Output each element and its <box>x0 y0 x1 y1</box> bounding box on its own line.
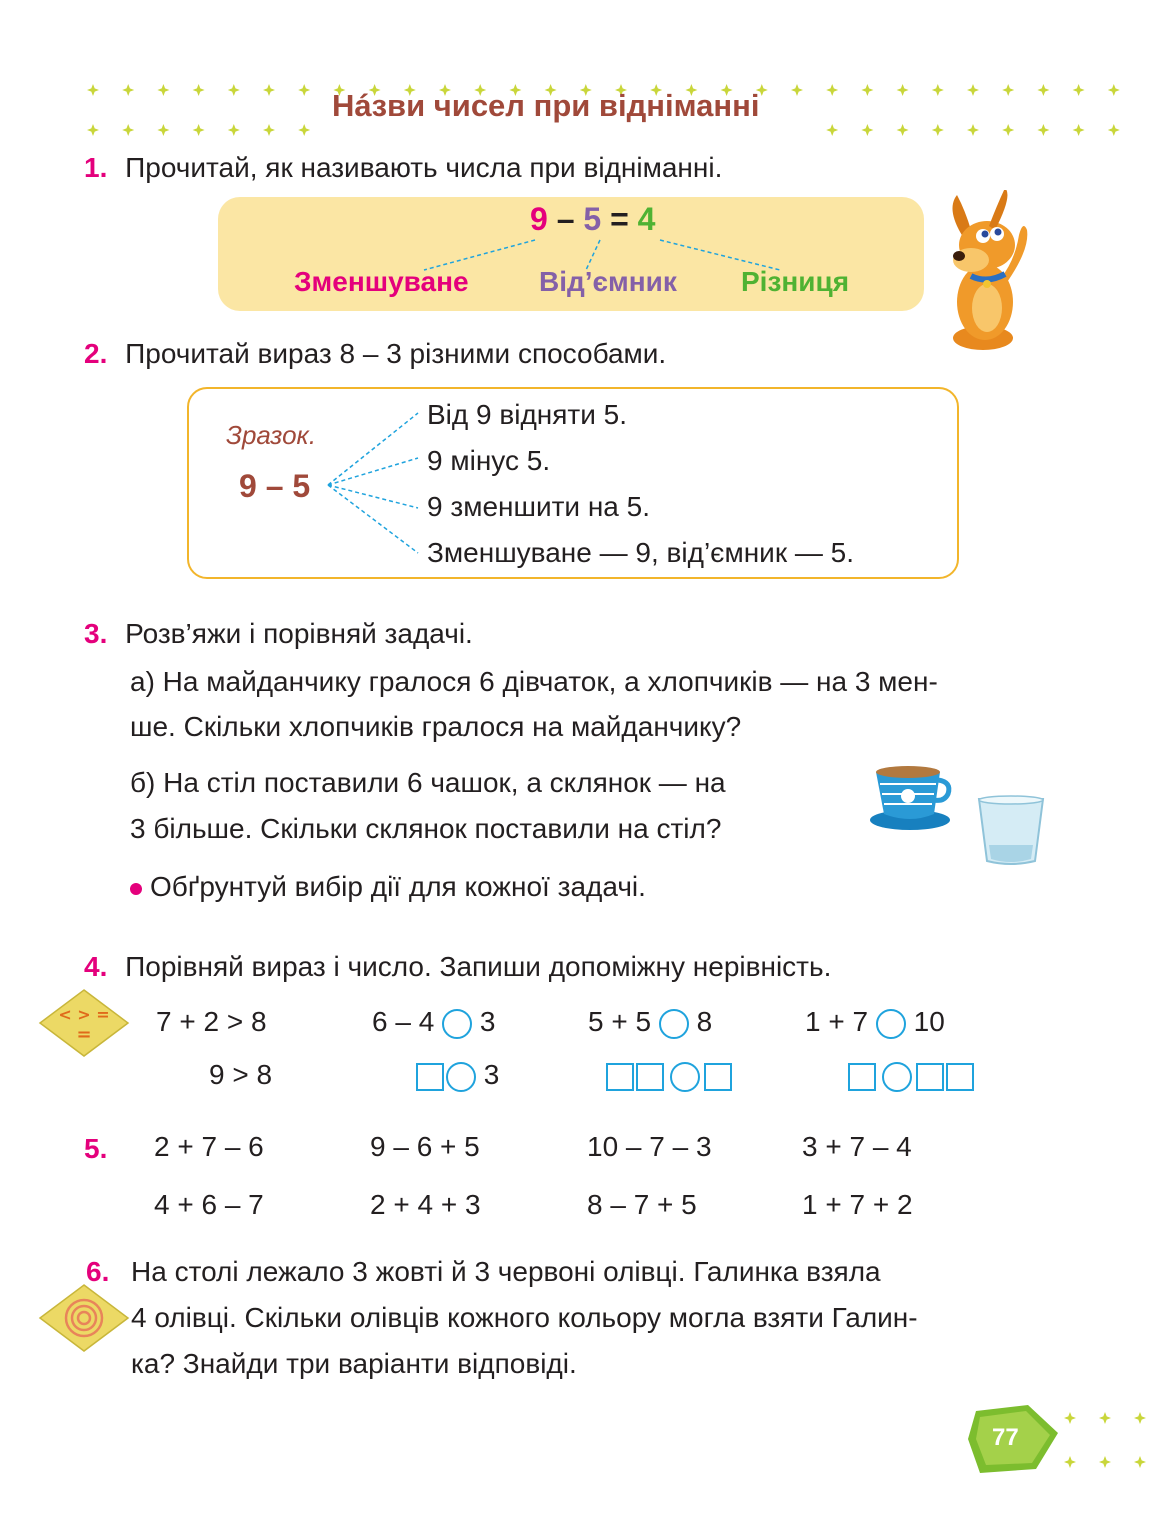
compare-circle[interactable] <box>659 1009 689 1039</box>
number: 10 <box>913 1006 945 1037</box>
minus-sign: – <box>547 201 584 237</box>
star-icon <box>1134 1456 1146 1468</box>
task-number: 3. <box>84 618 108 649</box>
compare-circle[interactable] <box>446 1062 476 1092</box>
task-text: Порівняй вираз і число. Запиши допоміжну нерівність. <box>125 951 832 982</box>
expression: 6 – 4 <box>372 1006 435 1037</box>
expression: 2 + 7 – 6 <box>154 1131 264 1162</box>
difference-value: 4 <box>637 201 656 237</box>
number: 3 <box>479 1006 496 1037</box>
way-4: Зменшуване — 9, від’ємник — 5. <box>427 537 854 568</box>
example-helper-inequality: 9 > 8 <box>209 1059 273 1090</box>
task-6-line-1: На столі лежало 3 жовті й 3 червоні олівці. Галинка взяла <box>131 1256 881 1287</box>
compare-circle[interactable] <box>882 1062 912 1092</box>
sample-label: Зразок. <box>226 420 317 450</box>
task-text: Прочитай, як називають числа при відніманні. <box>125 152 723 183</box>
cup-icon <box>866 762 954 832</box>
svg-text:=: = <box>76 1024 92 1045</box>
expression: 10 – 7 – 3 <box>587 1131 712 1162</box>
task-3 <box>84 611 473 657</box>
answer-box[interactable] <box>606 1063 634 1091</box>
answer-box[interactable] <box>636 1063 664 1091</box>
task-6-line-3: ка? Знайди три варіанти відповіді. <box>131 1348 577 1379</box>
task-6-line-2: 4 олівці. Скільки олівців кожного кольору могла взяти Галин- <box>131 1302 918 1333</box>
expression: 1 + 7 + 2 <box>802 1189 913 1220</box>
expression: 5 + 5 <box>588 1006 652 1037</box>
task-text: Розв’яжи і порівняй задачі. <box>125 618 473 649</box>
compare-2 <box>372 1006 495 1039</box>
equals-sign: = <box>601 201 638 237</box>
helper-2 <box>416 1059 499 1092</box>
minuend-label: Зменшуване <box>294 266 469 297</box>
task-number: 5. <box>84 1133 108 1164</box>
answer-box[interactable] <box>916 1063 944 1091</box>
way-3: 9 зменшити на 5. <box>427 491 650 522</box>
helper-4 <box>848 1059 976 1092</box>
problem-b-line-1: б) На стіл поставили 6 чашок, а склянок — на <box>130 767 726 798</box>
glass-icon <box>975 795 1047 867</box>
expression: 2 + 4 + 3 <box>370 1189 481 1220</box>
example-inequality: 7 + 2 > 8 <box>156 1006 267 1037</box>
compare-3 <box>588 1006 712 1039</box>
task-text: Прочитай вираз 8 – 3 різними способами. <box>125 338 667 369</box>
compare-circle[interactable] <box>876 1009 906 1039</box>
bullet-dot-icon <box>130 883 142 895</box>
star-icon <box>1064 1412 1076 1424</box>
expression: 3 + 7 – 4 <box>802 1131 912 1162</box>
task-number: 6. <box>86 1256 110 1287</box>
expression: 8 – 7 + 5 <box>587 1189 697 1220</box>
maze-badge-icon <box>38 1283 130 1353</box>
answer-box[interactable] <box>416 1063 444 1091</box>
subtrahend-value: 5 <box>583 201 602 237</box>
task-number: 1. <box>84 152 108 183</box>
number: 8 <box>696 1006 713 1037</box>
problem-a-line-1: а) На майданчику гралося 6 дівчаток, а хлопчиків — на 3 мен- <box>130 666 938 697</box>
expression: 4 + 6 – 7 <box>154 1189 264 1220</box>
expression: 9 – 6 + 5 <box>370 1131 480 1162</box>
helper-3 <box>606 1059 734 1092</box>
difference-label: Різниця <box>741 266 850 297</box>
subtrahend-label: Від’ємник <box>539 266 677 297</box>
problem-a-line-2: ше. Скільки хлопчиків гралося на майданчику? <box>130 711 742 742</box>
number: 3 <box>483 1059 500 1090</box>
answer-box[interactable] <box>704 1063 732 1091</box>
sample-expression: 9 – 5 <box>239 468 311 504</box>
compare-4 <box>805 1006 945 1039</box>
minuend-value: 9 <box>530 201 548 237</box>
star-icon <box>1099 1412 1111 1424</box>
answer-box[interactable] <box>848 1063 876 1091</box>
compare-badge-icon <box>38 988 130 1058</box>
star-icon <box>1134 1412 1146 1424</box>
compare-circle[interactable] <box>442 1009 472 1039</box>
bullet-text: Обґрунтуй вибір дії для кожної задачі. <box>150 871 646 902</box>
svg-text:< > =: < > = <box>58 1005 110 1024</box>
page-title: Нáзви чисел при відніманні <box>332 88 760 123</box>
star-icon <box>1064 1456 1076 1468</box>
task-4 <box>84 944 831 990</box>
problem-b-line-2: 3 більше. Скільки склянок поставили на стіл? <box>130 813 722 844</box>
expression: 1 + 7 <box>805 1006 869 1037</box>
compare-circle[interactable] <box>670 1062 700 1092</box>
star-icon <box>1099 1456 1111 1468</box>
way-1: Від 9 відняти 5. <box>427 399 628 430</box>
task-number: 2. <box>84 338 108 369</box>
bullet-item <box>130 864 646 910</box>
task-number: 4. <box>84 951 108 982</box>
answer-box[interactable] <box>946 1063 974 1091</box>
way-2: 9 мінус 5. <box>427 445 551 476</box>
page-number: 77 <box>992 1424 1019 1451</box>
